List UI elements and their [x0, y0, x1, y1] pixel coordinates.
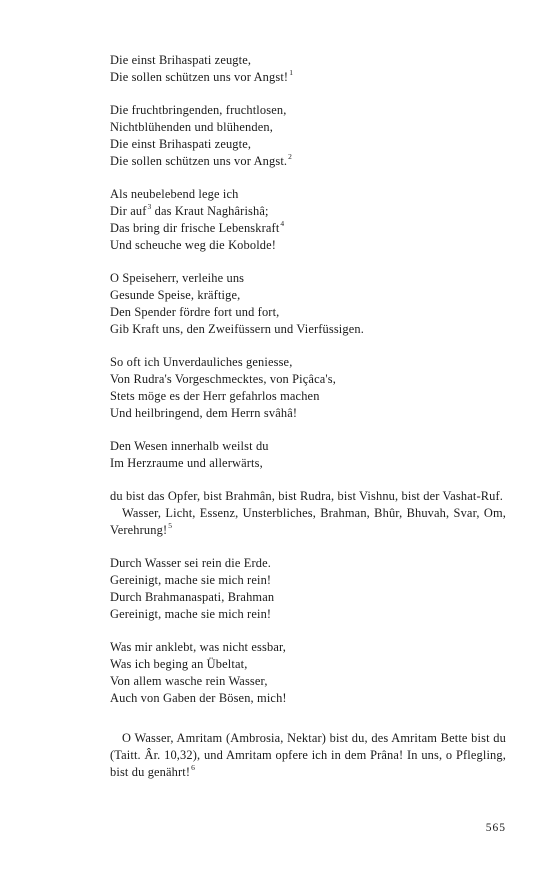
verse-text: Die einst Brihaspati zeugte,	[110, 137, 252, 151]
verse-text: Im Herzraume und allerwärts,	[110, 456, 263, 470]
verse-text: das Kraut Naghârishâ;	[151, 204, 269, 218]
verse-line	[110, 589, 506, 606]
verse-stanza	[110, 438, 506, 472]
verse-line	[110, 555, 506, 572]
verse-text: Gib Kraft uns, den Zweifüssern und Vierfüssigen.	[110, 322, 364, 336]
verse-text: Stets möge es der Herr gefahrlos machen	[110, 389, 320, 403]
verse-line	[110, 287, 506, 304]
verse-line	[110, 186, 506, 203]
verse-text: Die fruchtbringenden, fruchtlosen,	[110, 103, 287, 117]
prose-text: du bist das Opfer, bist Brahmân, bist Rudra, bist Vishnu, bist der Vashat-Ruf.	[110, 489, 504, 503]
footnote-marker: 1	[289, 67, 294, 77]
verse-text: O Speiseherr, verleihe uns	[110, 271, 245, 285]
verse-line	[110, 405, 506, 422]
verse-section	[110, 555, 506, 707]
prose-text: Wasser, Licht, Essenz, Unsterbliches, Brahman, Bhûr, Bhuvah, Svar, Om, Verehrung!	[110, 506, 506, 537]
verse-text: Durch Brahmanaspati, Brahman	[110, 590, 275, 604]
verse-line	[110, 371, 506, 388]
verse-text: Die sollen schützen uns vor Angst.	[110, 154, 288, 168]
verse-text: So oft ich Unverdauliches geniesse,	[110, 355, 293, 369]
verse-text: Den Wesen innerhalb weilst du	[110, 439, 269, 453]
verse-text: Und scheuche weg die Kobolde!	[110, 238, 277, 252]
verse-line	[110, 270, 506, 287]
verse-line	[110, 52, 506, 69]
verse-text: Durch Wasser sei rein die Erde.	[110, 556, 272, 570]
verse-text: Als neubelebend lege ich	[110, 187, 239, 201]
verse-line	[110, 321, 506, 338]
verse-line	[110, 354, 506, 371]
verse-line	[110, 572, 506, 589]
verse-text: Das bring dir frische Lebenskraft	[110, 221, 280, 235]
verse-text: Von Rudra's Vorgeschmecktes, von Piçâca's,	[110, 372, 336, 386]
verse-line	[110, 606, 506, 623]
verse-stanza	[110, 52, 506, 86]
page-number: 565	[485, 822, 506, 834]
verse-line	[110, 656, 506, 673]
verse-line	[110, 119, 506, 136]
verse-stanza	[110, 102, 506, 170]
verse-stanza	[110, 270, 506, 338]
verse-line	[110, 136, 506, 153]
verse-stanza	[110, 186, 506, 254]
verse-line	[110, 304, 506, 321]
verse-text: Auch von Gaben der Bösen, mich!	[110, 691, 287, 705]
verse-line	[110, 102, 506, 119]
verse-text: Und heilbringend, dem Herrn svâhâ!	[110, 406, 298, 420]
verse-line	[110, 690, 506, 707]
verse-stanza	[110, 354, 506, 422]
verse-text: Den Spender fördre fort und fort,	[110, 305, 280, 319]
verse-line	[110, 455, 506, 472]
footnote-marker: 5	[168, 520, 173, 530]
verse-line	[110, 69, 506, 86]
verse-stanza	[110, 639, 506, 707]
verse-text: Die sollen schützen uns vor Angst!	[110, 70, 289, 84]
verse-text: Dir auf	[110, 204, 147, 218]
verse-text: Was mir anklebt, was nicht essbar,	[110, 640, 286, 654]
verse-text: Von allem wasche rein Wasser,	[110, 674, 268, 688]
prose-section	[110, 730, 506, 781]
prose-paragraph	[110, 505, 506, 539]
page-text-body	[110, 52, 506, 781]
prose-text: O Wasser, Amritam (Ambrosia, Nektar) bist du, des Amritam Bette bist du (Taitt. Âr. 10,32), und Amritam opfere ich in dem Prâna! In uns, o Pflegling, bist du genährt!	[110, 731, 506, 779]
verse-text: Die einst Brihaspati zeugte,	[110, 53, 252, 67]
verse-section	[110, 52, 506, 472]
verse-line	[110, 639, 506, 656]
prose-paragraph	[110, 488, 506, 505]
prose-section	[110, 488, 506, 539]
verse-text: Nichtblühenden und blühenden,	[110, 120, 273, 134]
footnote-marker: 2	[288, 151, 293, 161]
footnote-marker: 6	[191, 762, 196, 772]
verse-line	[110, 388, 506, 405]
verse-stanza	[110, 555, 506, 623]
verse-line	[110, 438, 506, 455]
verse-text: Gereinigt, mache sie mich rein!	[110, 573, 272, 587]
verse-line	[110, 153, 506, 170]
prose-paragraph	[110, 730, 506, 781]
footnote-marker: 3	[147, 201, 152, 211]
verse-line	[110, 220, 506, 237]
verse-line	[110, 203, 506, 220]
verse-line	[110, 237, 506, 254]
footnote-marker: 4	[280, 218, 285, 228]
verse-line	[110, 673, 506, 690]
verse-text: Gesunde Speise, kräftige,	[110, 288, 241, 302]
verse-text: Gereinigt, mache sie mich rein!	[110, 607, 272, 621]
verse-text: Was ich beging an Übeltat,	[110, 657, 248, 671]
